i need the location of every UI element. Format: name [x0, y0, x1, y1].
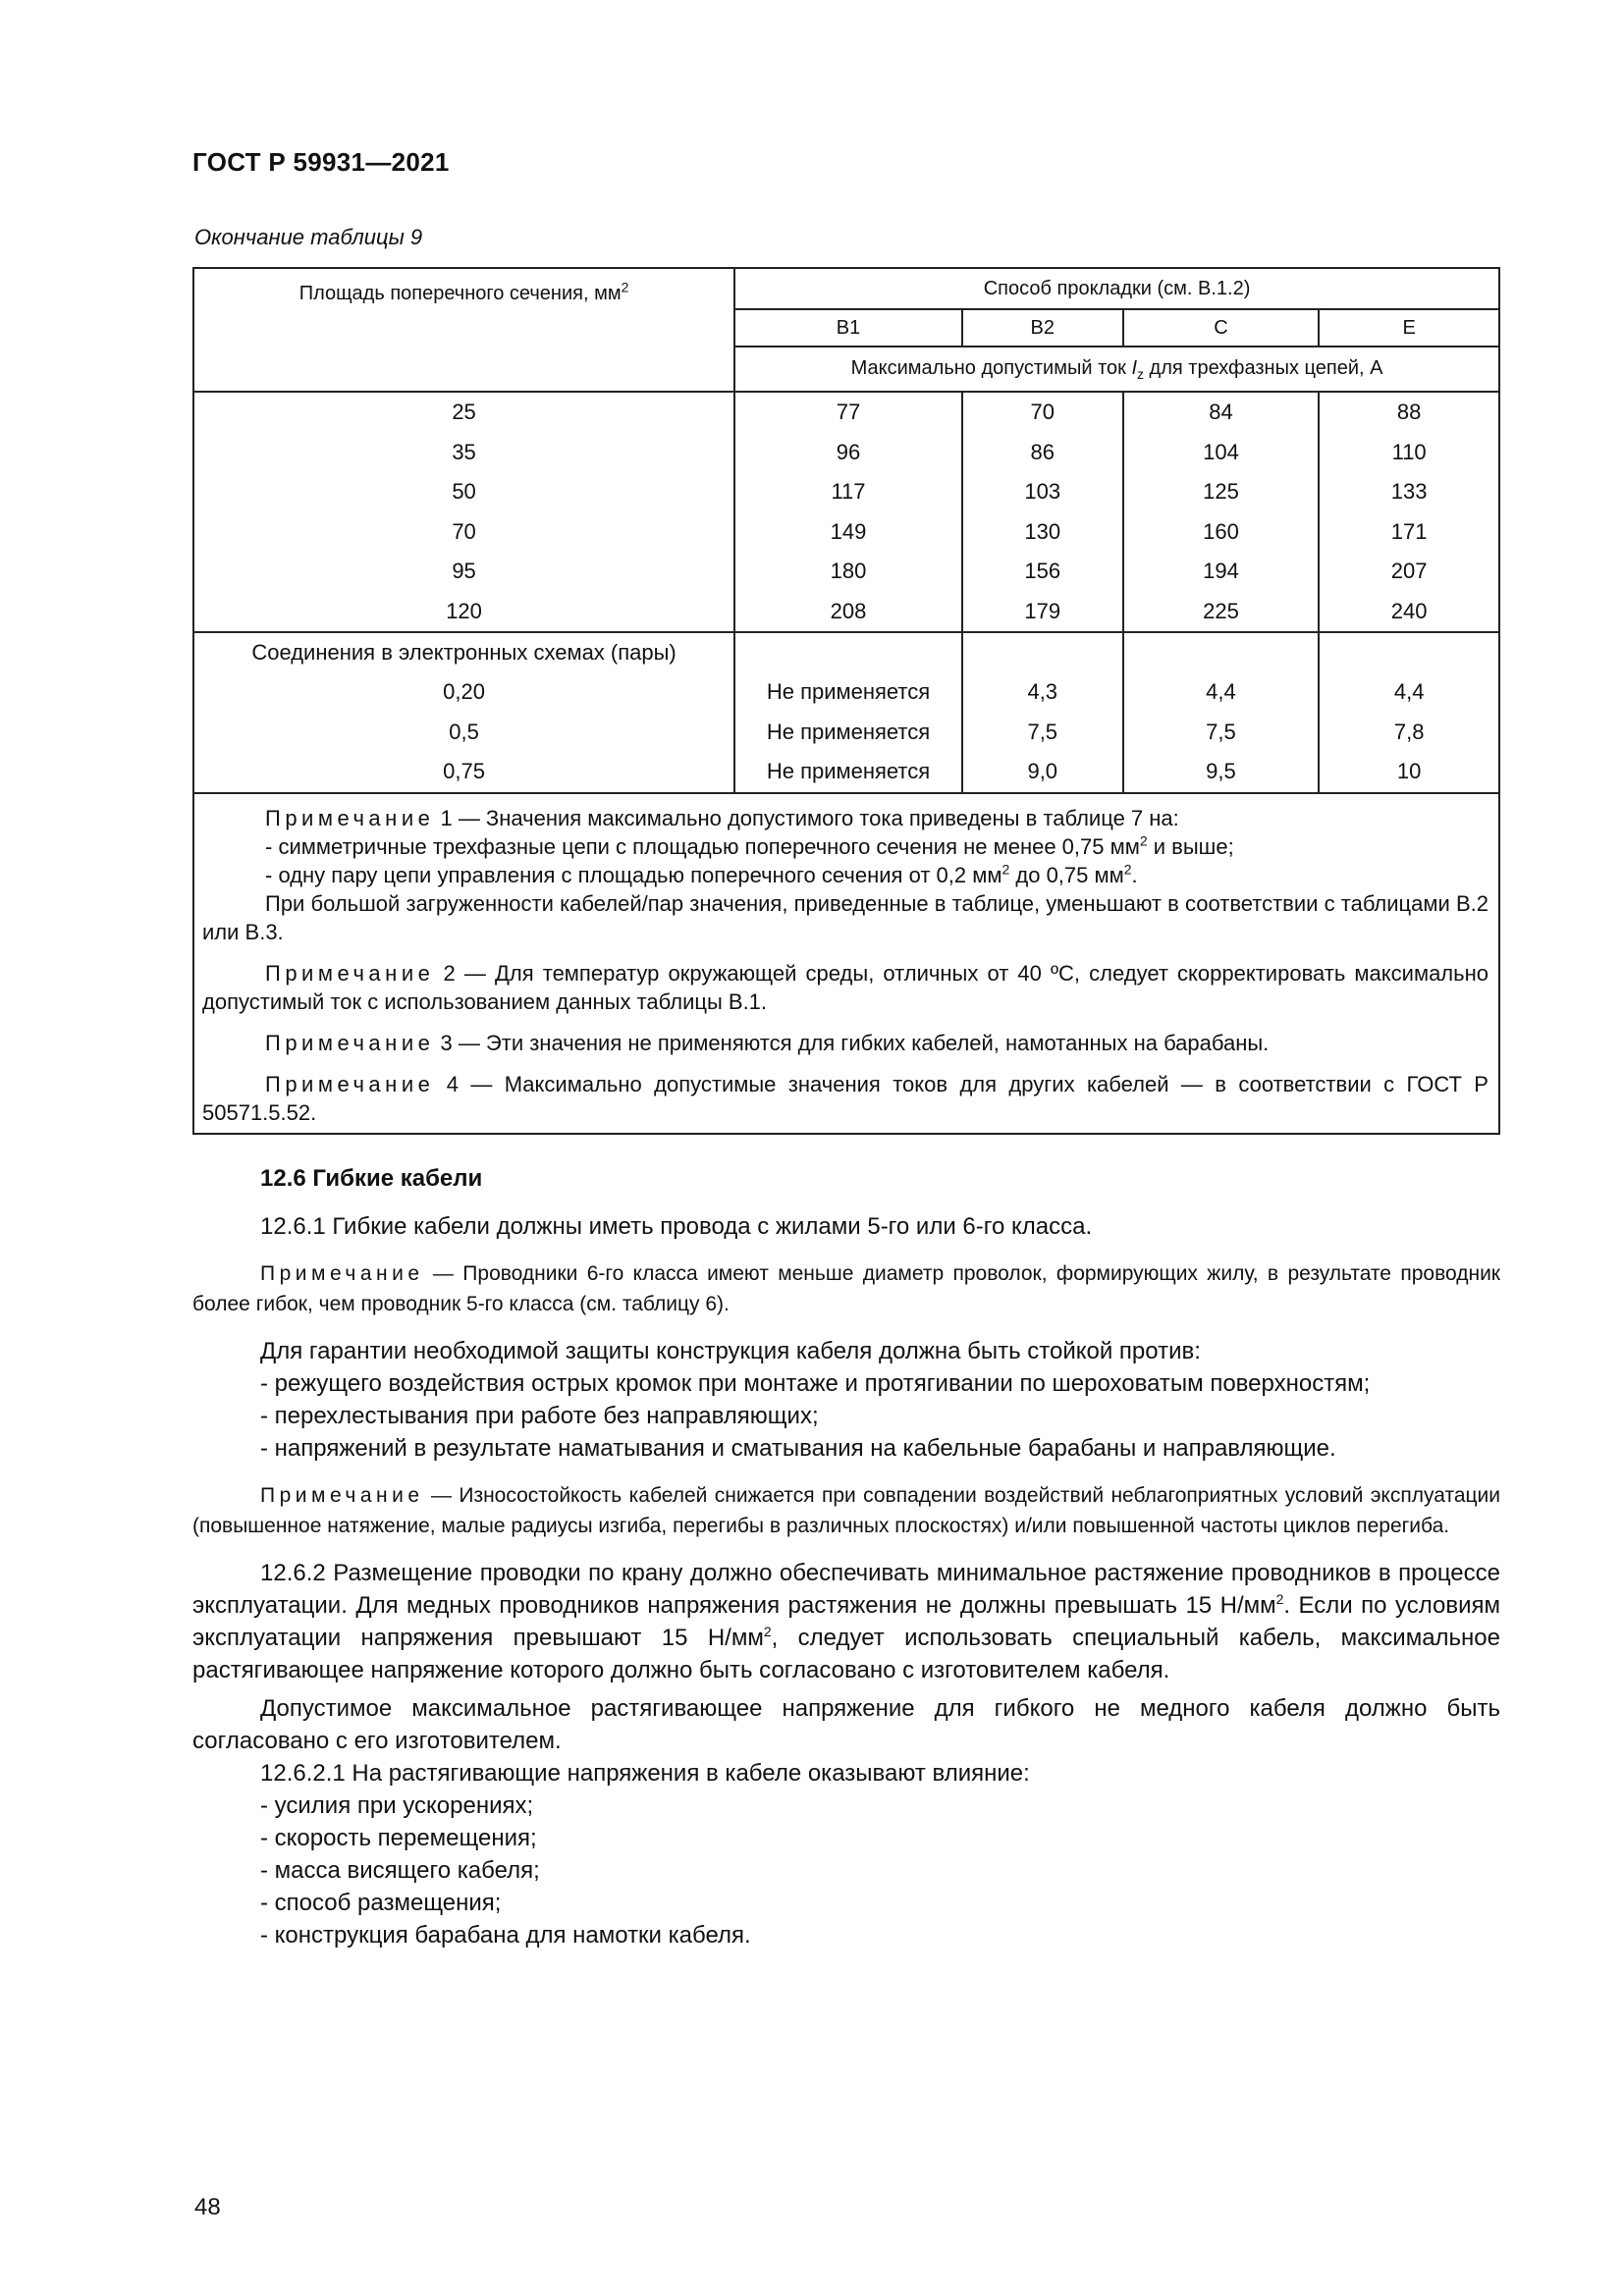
list-item: - напряжений в результате наматывания и сматывания на кабельные барабаны и направляющие. [260, 1435, 1336, 1462]
cell-value: 96 [734, 433, 962, 473]
cell-value: 160 [1123, 512, 1320, 553]
note-1: Примечание — Проводники 6-го класса имеют меньше диаметр проволок, формирующих жилу, в результате проводник более гибок, чем проводник 5-го класса (см. таблицу 6). [192, 1262, 1500, 1315]
cell-value: 4,4 [1319, 672, 1499, 713]
cell-value: 207 [1319, 552, 1499, 592]
cell-value: 149 [734, 512, 962, 553]
header-current: Максимально допустимый ток $I_z$ для трехфазных цепей, А [734, 347, 1499, 392]
section2-title: Соединения в электронных схемах (пары) [193, 632, 734, 672]
table-row [193, 433, 1499, 473]
list-influences [192, 1789, 1500, 1951]
cell-value: 225 [1123, 592, 1320, 633]
cell-value: 130 [962, 512, 1123, 553]
cell-area: 70 [193, 512, 734, 553]
cell-value: 240 [1319, 592, 1499, 633]
cell-area: 0,75 [193, 752, 734, 793]
cell-area: 0,5 [193, 713, 734, 753]
table-row [193, 472, 1499, 512]
cell-value: 117 [734, 472, 962, 512]
cell-value: 9,0 [962, 752, 1123, 793]
list-item: - масса висящего кабеля; [260, 1857, 540, 1884]
cell-value: 7,5 [1123, 713, 1320, 753]
list-protection [192, 1367, 1500, 1465]
list-item: - конструкция барабана для намотки кабеля. [260, 1922, 751, 1949]
cell-value: 88 [1319, 392, 1499, 433]
table-notes: Примечание 1 — Значения максимально допустимого тока приведены в таблице 7 на: - симметричные трехфазные цепи с площадью поперечного сечения не менее 0,75 $мм^2$ и выше; - одну пару цепи управления с площадью поперечного сечения от 0,2 $мм^2$ до 0,75 $мм^2$. При большой загруженности кабелей/пар значения, приведенные в таблице, уменьшают в соответствии с таблицами В.2 или В.3. Примечание 2 — Для температур окружающей среды, отличных от 40 ºС, следует скорректировать максимально допустимый ток с использованием данных таблицы В.1. Примечание 3 — Эти значения не применяются для гибких кабелей, намотанных на барабаны. Примечание 4 — Максимально допустимые значения токов для других кабелей — в соответствии с ГОСТ Р 50571.5.52. [193, 793, 1499, 1134]
table-row [193, 552, 1499, 592]
cell-value: 103 [962, 472, 1123, 512]
list-item: - скорость перемещения; [260, 1825, 537, 1851]
cell-value: 133 [1319, 472, 1499, 512]
cell-value: 7,5 [962, 713, 1123, 753]
cell-value: 86 [962, 433, 1123, 473]
list-item: - способ размещения; [260, 1890, 502, 1916]
table-row [193, 392, 1499, 433]
cell-value: Не применяется [734, 713, 962, 753]
cell-value: 208 [734, 592, 962, 633]
table-row [193, 512, 1499, 553]
cell-value: 194 [1123, 552, 1320, 592]
table-row [193, 672, 1499, 713]
paragraph-non-copper: Допустимое максимальное растягивающее напряжение для гибкого не медного кабеля должно быть согласовано с его изготовителем. [192, 1695, 1500, 1754]
cell-area: 95 [193, 552, 734, 592]
paragraph-12-6-2: 12.6.2 Размещение проводки по крану должно обеспечивать минимальное растяжение проводников в процессе эксплуатации. Для медных проводников напряжения растяжения не должны превышать 15 $Н/мм^2$. Если по условиям эксплуатации напряжения превышают 15 $Н/мм^2$, следует использовать специальный кабель, максимальное растягивающее напряжение которого должно быть согласовано с изготовителем кабеля. [192, 1560, 1500, 1683]
cell-value: 125 [1123, 472, 1320, 512]
cell-value: 180 [734, 552, 962, 592]
table-caption: Окончание таблицы 9 [194, 225, 423, 249]
cell-area: 35 [193, 433, 734, 473]
paragraph-protection: Для гарантии необходимой защиты конструкция кабеля должна быть стойкой против: [260, 1338, 1201, 1364]
cell-value: 70 [962, 392, 1123, 433]
cell-value: 7,8 [1319, 713, 1499, 753]
cell-area: 50 [193, 472, 734, 512]
cell-value: Не применяется [734, 752, 962, 793]
cell-value: 84 [1123, 392, 1320, 433]
cell-value: 110 [1319, 433, 1499, 473]
cell-area: 0,20 [193, 672, 734, 713]
list-item: - перехлестывания при работе без направляющих; [260, 1403, 819, 1429]
section-12-6 [192, 1162, 1500, 1951]
cell-value: 156 [962, 552, 1123, 592]
note-2: Примечание — Износостойкость кабелей снижается при совпадении воздействий неблагоприятных условий эксплуатации (повышенное натяжение, малые радиусы изгиба, перегибы в различных плоскостях) и/или повышенной частоты циклов перегиба. [192, 1484, 1500, 1537]
method-b1: В1 [734, 309, 962, 347]
cell-area: 120 [193, 592, 734, 633]
current-table [192, 267, 1500, 1135]
paragraph-12-6-2-1: 12.6.2.1 На растягивающие напряжения в кабеле оказывают влияние: [260, 1760, 1030, 1787]
table-row [193, 752, 1499, 793]
cell-value: 4,4 [1123, 672, 1320, 713]
cell-value: 179 [962, 592, 1123, 633]
cell-area: 25 [193, 392, 734, 433]
cell-value: 9,5 [1123, 752, 1320, 793]
section-title: 12.6 Гибкие кабели [260, 1165, 483, 1192]
cell-value: 104 [1123, 433, 1320, 473]
cell-value: 10 [1319, 752, 1499, 793]
cell-value: 171 [1319, 512, 1499, 553]
cell-value: Не применяется [734, 672, 962, 713]
list-item: - режущего воздействия острых кромок при монтаже и протягивании по шероховатым поверхностям; [260, 1370, 1371, 1397]
cell-value: 4,3 [962, 672, 1123, 713]
header-area: Площадь поперечного сечения, $мм^2$ [193, 268, 734, 392]
method-c: С [1123, 309, 1320, 347]
paragraph-12-6-1: 12.6.1 Гибкие кабели должны иметь провода с жилами 5-го или 6-го класса. [260, 1213, 1093, 1240]
page-number: 48 [194, 2194, 221, 2220]
header-method: Способ прокладки (см. В.1.2) [734, 268, 1499, 309]
method-e: Е [1319, 309, 1499, 347]
cell-value: 77 [734, 392, 962, 433]
document-header: ГОСТ Р 59931—2021 [192, 147, 450, 177]
table-row [193, 713, 1499, 753]
table-row [193, 592, 1499, 633]
method-b2: В2 [962, 309, 1123, 347]
list-item: - усилия при ускорениях; [260, 1792, 534, 1819]
